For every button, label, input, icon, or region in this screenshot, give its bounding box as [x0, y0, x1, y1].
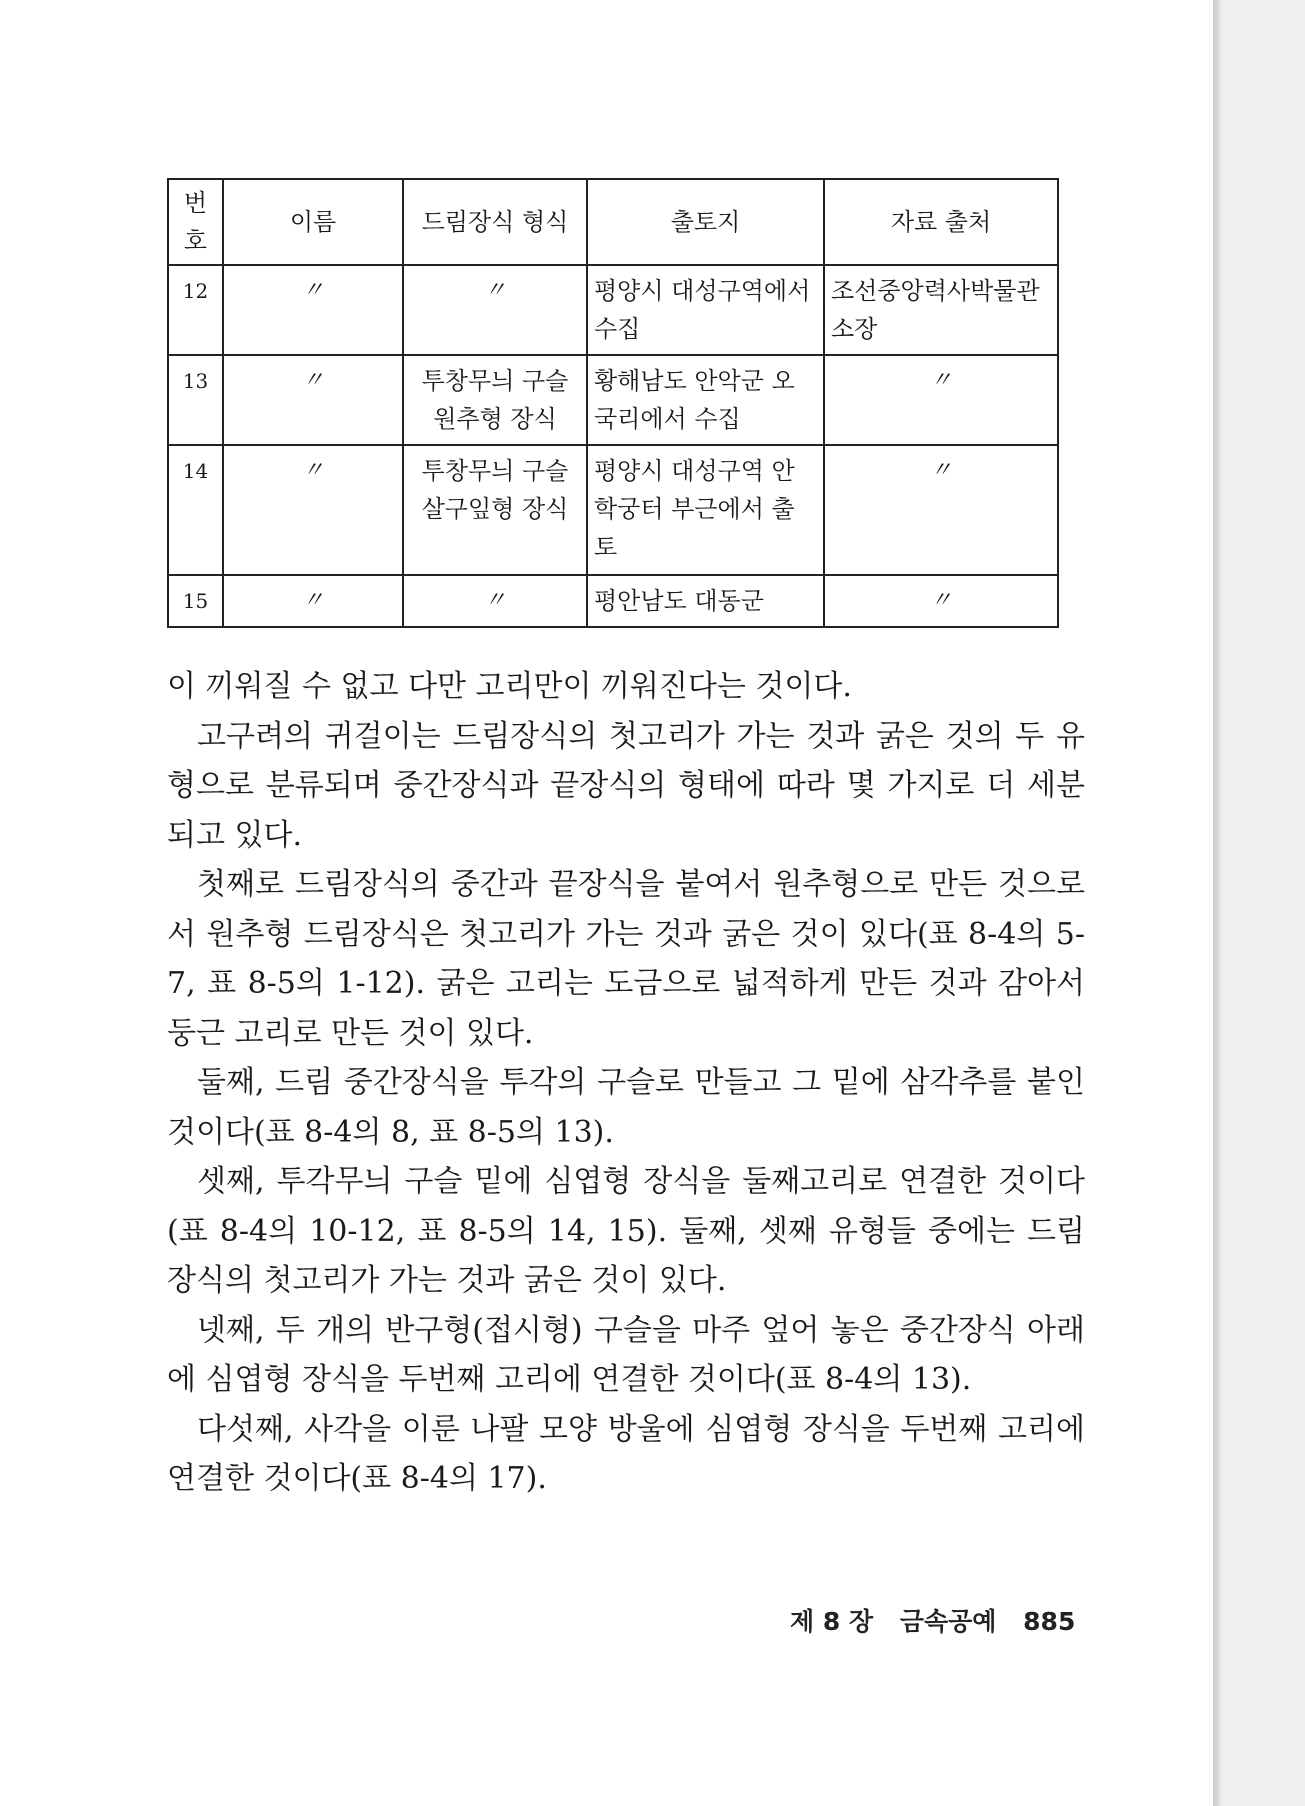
- paragraph-fourth-type: 넷째, 두 개의 반구형(접시형) 구슬을 마주 엎어 놓은 중간장식 아래에 심엽형 장식을 두번째 고리에 연결한 것이다(표 8-4의 13).: [167, 1312, 1085, 1397]
- artifact-table: [167, 178, 1059, 628]
- paragraph-fifth-type: 다섯째, 사각을 이룬 나팔 모양 방울에 심엽형 장식을 두번째 고리에 연결한 것이다(표 8-4의 17).: [167, 1411, 1085, 1496]
- table-header-row: [168, 179, 1058, 265]
- row-name: 〃: [223, 445, 403, 575]
- header-source: 자료 출처: [824, 179, 1058, 265]
- row-type: 〃: [403, 265, 587, 355]
- table-row: [168, 355, 1058, 445]
- row-name: 〃: [223, 265, 403, 355]
- row-source: 조선중앙력사박물관 소장: [824, 265, 1058, 355]
- row-site: 평양시 대성구역 안학궁터 부근에서 출토: [587, 445, 824, 575]
- row-name: 〃: [223, 355, 403, 445]
- row-source: 〃: [824, 575, 1058, 627]
- table-row: [168, 445, 1058, 575]
- header-name: 이름: [223, 179, 403, 265]
- row-site: 평안남도 대동군: [587, 575, 824, 627]
- page-edge-shadow: [1213, 0, 1221, 1806]
- row-type: 〃: [403, 575, 587, 627]
- paragraph-first-type: 첫째로 드림장식의 중간과 끝장식을 붙여서 원추형으로 만든 것으로서 원추형 드림장식은 첫고리가 가는 것과 굵은 것이 있다(표 8-4의 5-7, 표 8-5의 1-12). 굵은 고리는 도금으로 넓적하게 만든 것과 감아서 둥근 고리로 만든 것이 있다.: [167, 867, 1085, 1051]
- artifact-table-container: [167, 178, 1059, 628]
- body-text: [167, 662, 1085, 1504]
- paragraph-third-type: 셋째, 투각무늬 구슬 밑에 심엽형 장식을 둘째고리로 연결한 것이다(표 8-4의 10-12, 표 8-5의 14, 15). 둘째, 셋째 유형들 중에는 드림장식의 첫고리가 가는 것과 굵은 것이 있다.: [167, 1164, 1085, 1298]
- page-footer: [790, 1602, 1093, 1638]
- row-number: 15: [168, 575, 223, 627]
- table-row: [168, 265, 1058, 355]
- row-name: 〃: [223, 575, 403, 627]
- footer-title: 금속공예: [899, 1607, 997, 1636]
- header-number: 번호: [168, 179, 223, 265]
- row-source: 〃: [824, 355, 1058, 445]
- header-excavation-site: 출토지: [587, 179, 824, 265]
- row-type: 투창무늬 구슬 원추형 장식: [403, 355, 587, 445]
- row-site: 평양시 대성구역에서 수집: [587, 265, 824, 355]
- page-number: 885: [1023, 1607, 1076, 1636]
- row-number: 13: [168, 355, 223, 445]
- table-row: [168, 575, 1058, 627]
- paragraph-classification: 고구려의 귀걸이는 드림장식의 첫고리가 가는 것과 굵은 것의 두 유형으로 분류되며 중간장식과 끝장식의 형태에 따라 몇 가지로 더 세분되고 있다.: [167, 718, 1085, 853]
- row-number: 14: [168, 445, 223, 575]
- paragraph-continuation: 이 끼워질 수 없고 다만 고리만이 끼워진다는 것이다.: [167, 669, 852, 704]
- row-number: 12: [168, 265, 223, 355]
- footer-chapter: 제 8 장: [790, 1607, 874, 1636]
- row-site: 황해남도 안악군 오국리에서 수집: [587, 355, 824, 445]
- row-source: 〃: [824, 445, 1058, 575]
- header-pendant-type: 드림장식 형식: [403, 179, 587, 265]
- row-type: 투창무늬 구슬 살구잎형 장식: [403, 445, 587, 575]
- paragraph-second-type: 둘째, 드림 중간장식을 투각의 구슬로 만들고 그 밑에 삼각추를 붙인 것이다(표 8-4의 8, 표 8-5의 13).: [167, 1065, 1085, 1150]
